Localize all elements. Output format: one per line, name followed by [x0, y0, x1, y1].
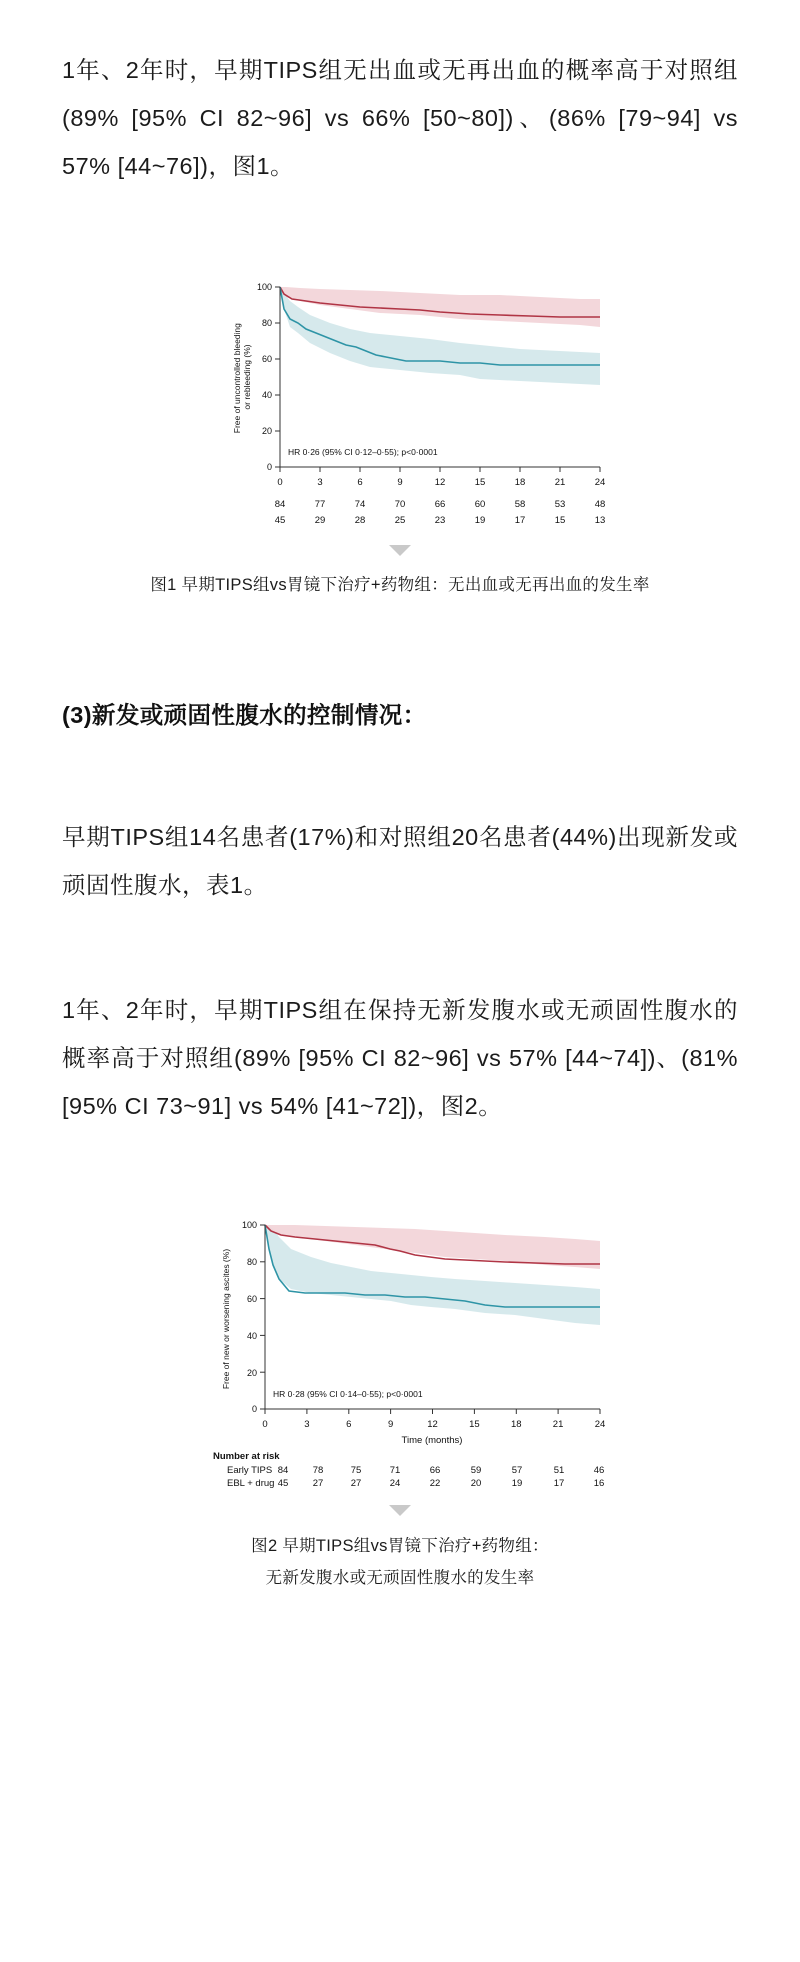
svg-text:17: 17 [553, 1478, 565, 1489]
svg-text:3: 3 [317, 477, 323, 488]
svg-text:100: 100 [256, 282, 272, 292]
svg-text:48: 48 [594, 499, 606, 510]
svg-text:21: 21 [552, 1419, 564, 1430]
svg-text:29: 29 [314, 515, 326, 526]
svg-text:3: 3 [304, 1419, 310, 1430]
svg-text:6: 6 [346, 1419, 352, 1430]
svg-text:27: 27 [312, 1478, 324, 1489]
svg-text:51: 51 [553, 1465, 565, 1476]
figure-2-risk-table [213, 1451, 604, 1489]
svg-text:16: 16 [593, 1478, 605, 1489]
paragraph-1: 1年、2年时，早期TIPS组无出血或无再出血的概率高于对照组(89% [95% CI 82~96] vs 66% [50~80])、(86% [79~94] vs 57% [44~76])，图1。 [62, 56, 738, 179]
svg-text:15: 15 [554, 515, 566, 526]
svg-text:0: 0 [277, 477, 283, 488]
svg-text:0: 0 [251, 1404, 257, 1414]
y-ticks [275, 287, 280, 467]
svg-text:6: 6 [357, 477, 363, 488]
risk-row-label-early-tips: Early TIPS [227, 1465, 273, 1476]
svg-text:66: 66 [429, 1465, 441, 1476]
x-tick-labels [277, 477, 605, 488]
x-axis-label-2: Time (months) [401, 1435, 463, 1446]
svg-text:78: 78 [312, 1465, 324, 1476]
svg-text:84: 84 [277, 1465, 289, 1476]
figure-2-block [62, 1197, 738, 1594]
svg-text:100: 100 [241, 1220, 257, 1230]
figure-1-chart [220, 257, 620, 537]
svg-text:60: 60 [246, 1294, 257, 1304]
svg-text:84: 84 [274, 499, 286, 510]
collapse-arrow-icon [389, 545, 411, 556]
svg-text:77: 77 [314, 499, 326, 510]
svg-text:20: 20 [246, 1368, 257, 1378]
svg-text:0: 0 [266, 462, 272, 472]
svg-text:46: 46 [593, 1465, 605, 1476]
collapse-arrow-icon-2 [389, 1505, 411, 1516]
x-ticks-2 [265, 1409, 600, 1414]
x-tick-labels-2 [262, 1419, 605, 1430]
svg-text:12: 12 [434, 477, 446, 488]
figure-2-chart [205, 1197, 625, 1497]
figure-1-risk-table [275, 499, 606, 526]
figure-1-block [62, 257, 738, 600]
svg-text:59: 59 [470, 1465, 482, 1476]
svg-text:9: 9 [397, 477, 403, 488]
svg-text:74: 74 [354, 499, 366, 510]
svg-text:21: 21 [554, 477, 566, 488]
svg-text:24: 24 [594, 477, 606, 488]
risk-table-title: Number at risk [213, 1451, 280, 1462]
svg-text:40: 40 [246, 1331, 257, 1341]
svg-text:15: 15 [474, 477, 486, 488]
svg-text:18: 18 [511, 1419, 522, 1430]
risk-row-label-ebl-drug: EBL + drug [227, 1478, 275, 1489]
hr-annotation: HR 0·26 (95% CI 0·12–0·55); p<0·0001 [288, 447, 438, 457]
svg-text:25: 25 [394, 515, 406, 526]
svg-text:24: 24 [389, 1478, 401, 1489]
y-tick-labels-2 [242, 1220, 257, 1414]
svg-text:70: 70 [394, 499, 406, 510]
svg-text:19: 19 [511, 1478, 523, 1489]
svg-text:80: 80 [261, 318, 272, 328]
svg-text:22: 22 [429, 1478, 441, 1489]
ci-band-tips [280, 287, 600, 327]
svg-text:58: 58 [514, 499, 526, 510]
svg-text:24: 24 [594, 1419, 606, 1430]
svg-text:23: 23 [434, 515, 446, 526]
svg-text:66: 66 [434, 499, 446, 510]
figure-2-caption-line-1: 图2 早期TIPS组vs胃镜下治疗+药物组： [251, 1537, 549, 1555]
svg-text:57: 57 [511, 1465, 523, 1476]
svg-text:13: 13 [594, 515, 606, 526]
svg-text:45: 45 [274, 515, 286, 526]
article-page [0, 24, 800, 1962]
hr-annotation-2: HR 0·28 (95% CI 0·14–0·55); p<0·0001 [273, 1389, 423, 1399]
svg-text:28: 28 [354, 515, 366, 526]
svg-text:60: 60 [261, 354, 272, 364]
svg-text:53: 53 [554, 499, 566, 510]
paragraph-3: 1年、2年时，早期TIPS组在保持无新发腹水或无顽固性腹水的概率高于对照组(89% [95% CI 82~96] vs 57% [44~74])、(81% [95% CI 73~91] vs 54% [41~72])，图2。 [62, 996, 738, 1119]
figure-1-caption: 图1 早期TIPS组vs胃镜下治疗+药物组：无出血或无再出血的发生率 [150, 576, 650, 594]
svg-text:18: 18 [514, 477, 526, 488]
svg-text:75: 75 [350, 1465, 362, 1476]
figure-2-svg [205, 1197, 625, 1497]
svg-text:80: 80 [246, 1257, 257, 1267]
y-axis-label: Free of uncontrolled bleeding or rebleeding (%) [232, 323, 252, 434]
svg-text:40: 40 [261, 390, 272, 400]
svg-text:71: 71 [389, 1465, 401, 1476]
svg-text:20: 20 [261, 426, 272, 436]
figure-1-svg [220, 257, 620, 537]
svg-text:20: 20 [470, 1478, 482, 1489]
svg-text:12: 12 [427, 1419, 438, 1430]
section-heading-ascites: (3)新发或顽固性腹水的控制情况： [62, 701, 427, 728]
svg-text:15: 15 [469, 1419, 480, 1430]
svg-text:27: 27 [350, 1478, 362, 1489]
svg-text:45: 45 [277, 1478, 289, 1489]
x-ticks [280, 467, 600, 472]
figure-2-caption-line-2: 无新发腹水或无顽固性腹水的发生率 [265, 1569, 535, 1587]
svg-text:17: 17 [514, 515, 526, 526]
y-ticks-2 [260, 1225, 265, 1409]
paragraph-2: 早期TIPS组14名患者(17%)和对照组20名患者(44%)出现新发或顽固性腹水，表1。 [62, 823, 738, 898]
y-tick-labels [257, 282, 272, 472]
svg-text:9: 9 [387, 1419, 394, 1430]
figure-2-caption [251, 1530, 549, 1594]
y-axis-label-2: Free of new or worsening ascites (%) [221, 1248, 231, 1390]
svg-text:19: 19 [474, 515, 486, 526]
svg-text:60: 60 [474, 499, 486, 510]
svg-text:0: 0 [262, 1419, 268, 1430]
